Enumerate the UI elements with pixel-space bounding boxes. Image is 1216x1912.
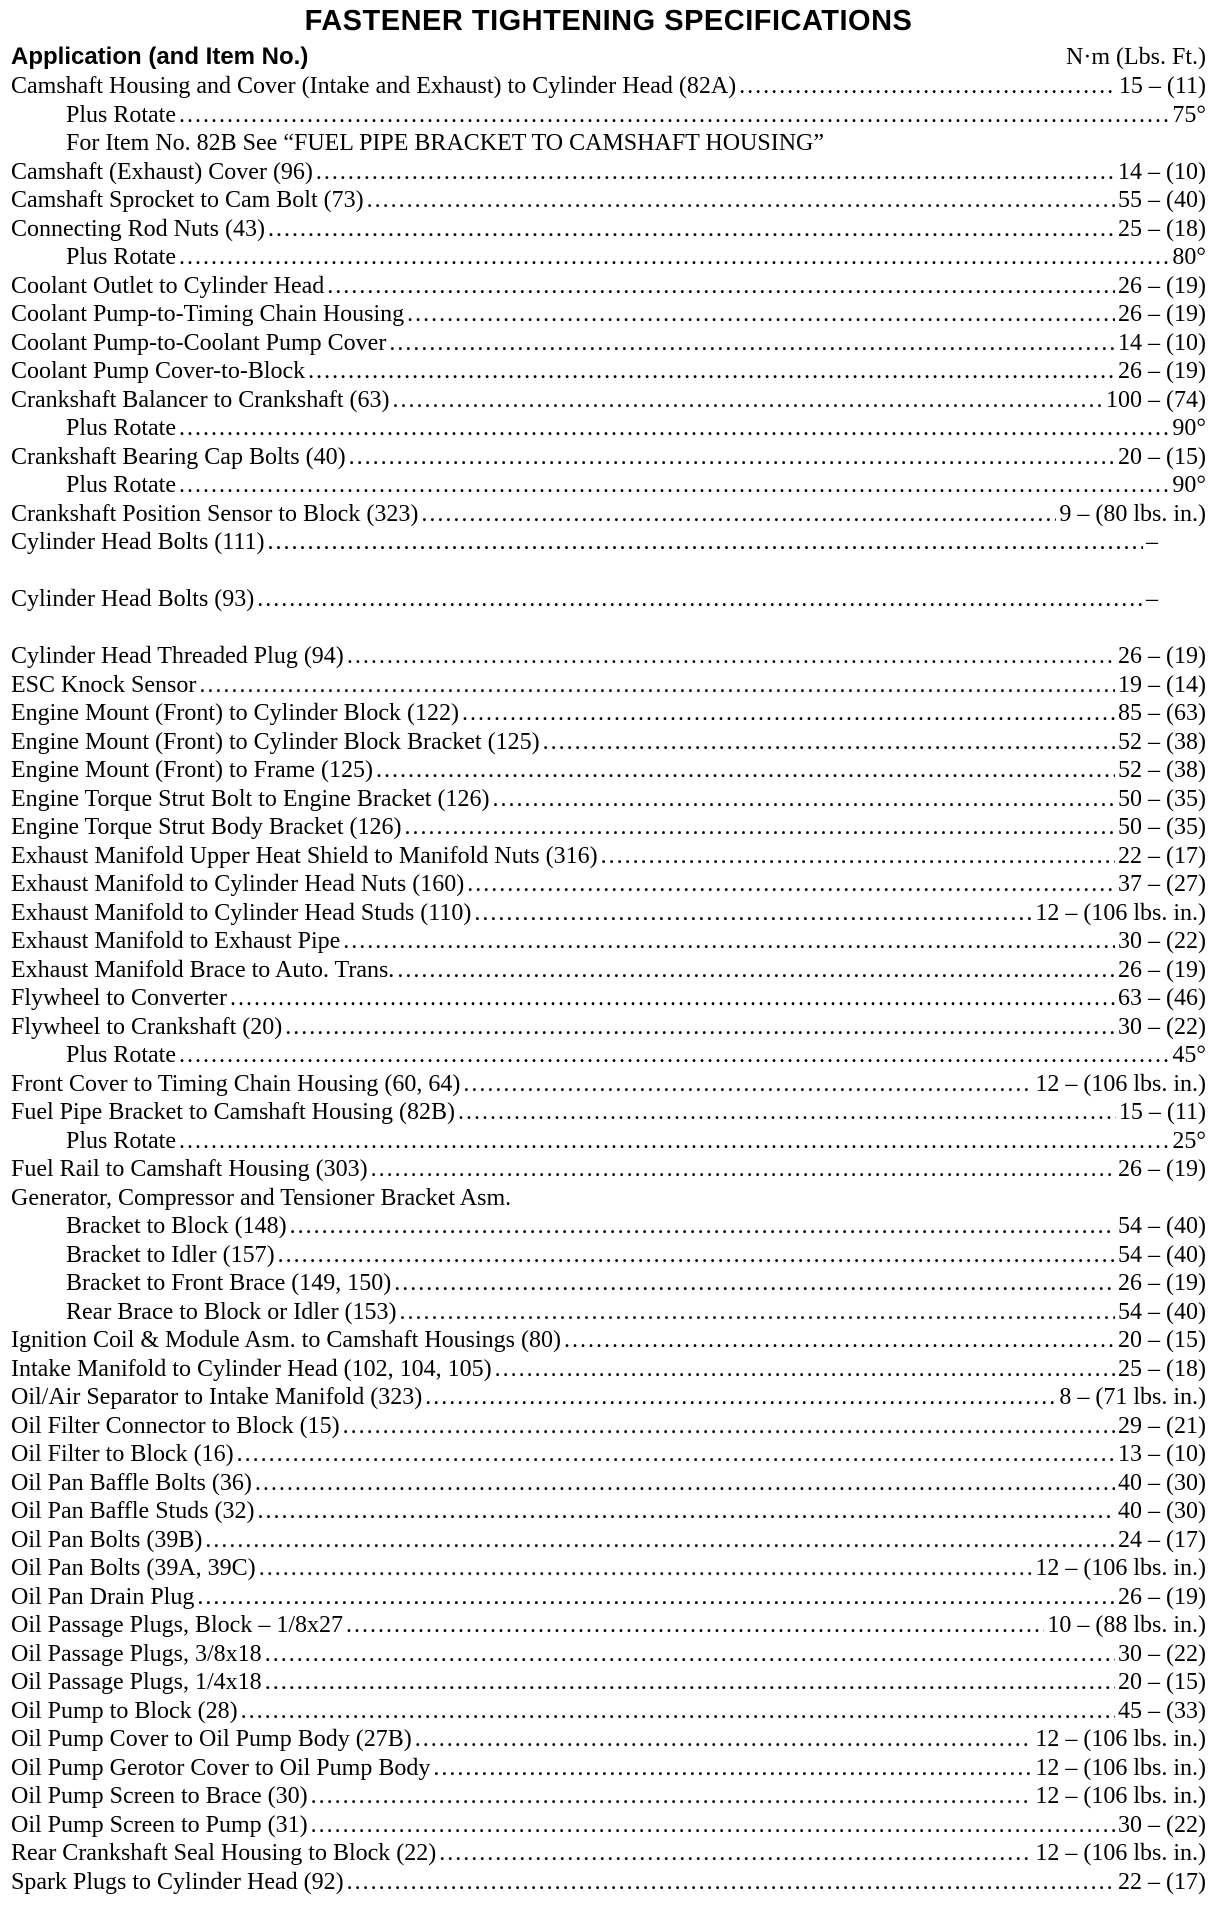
leader-dots	[327, 272, 1115, 301]
spec-value: 26 – (19)	[1118, 358, 1206, 384]
spec-label: Oil Pump Gerotor Cover to Oil Pump Body	[11, 1754, 431, 1781]
spec-value: 45 – (33)	[1118, 1697, 1206, 1724]
leader-dots	[492, 785, 1115, 814]
spec-label: Plus Rotate	[66, 415, 177, 441]
spec-row	[11, 272, 1206, 301]
leader-dots	[462, 699, 1115, 728]
application-column-header: Application (and Item No.)	[11, 43, 309, 70]
spec-label: Coolant Outlet to Cylinder Head	[11, 272, 325, 299]
spec-value: 12 – (106 lbs. in.)	[1035, 1726, 1206, 1752]
leader-dots	[255, 1469, 1115, 1498]
spec-value: 63 – (46)	[1118, 985, 1206, 1011]
spec-value: 40 – (30)	[1118, 1469, 1206, 1496]
leader-dots	[739, 72, 1116, 101]
leader-dots	[311, 1782, 1033, 1811]
spec-label: Cylinder Head Bolts (111)	[11, 529, 265, 555]
spec-label: Exhaust Manifold to Cylinder Head Studs (110)	[11, 899, 472, 926]
spec-value: 26 – (19)	[1118, 956, 1206, 983]
spec-label: Front Cover to Timing Chain Housing (60, 64)	[11, 1070, 461, 1097]
spec-value: 8 – (71 lbs. in.)	[1059, 1384, 1206, 1410]
spec-row	[11, 500, 1206, 529]
leader-dots	[237, 1440, 1115, 1469]
spec-label: Plus Rotate	[66, 1042, 177, 1068]
spec-label: Oil Passage Plugs, Block – 1/8x27	[11, 1612, 344, 1638]
spec-value: 25 – (18)	[1118, 1355, 1206, 1382]
leader-dots	[467, 870, 1115, 899]
spec-value: 30 – (22)	[1118, 928, 1206, 954]
spec-value: –	[1146, 529, 1158, 555]
spec-row	[11, 1184, 1206, 1213]
leader-dots	[285, 1013, 1115, 1042]
spec-row	[11, 1013, 1206, 1042]
spec-value: 20 – (15)	[1118, 1327, 1206, 1353]
spec-row	[11, 1440, 1206, 1469]
spec-row	[11, 1839, 1206, 1868]
leader-dots	[347, 1868, 1115, 1897]
leader-dots	[425, 1383, 1056, 1412]
spec-row	[11, 1697, 1206, 1726]
leader-dots	[371, 1155, 1115, 1184]
spec-value: 54 – (40)	[1118, 1213, 1206, 1239]
spec-label: Exhaust Manifold to Exhaust Pipe	[11, 928, 341, 954]
spec-value: 12 – (106 lbs. in.)	[1035, 1070, 1206, 1097]
spec-label: Engine Mount (Front) to Cylinder Block Bracket (125)	[11, 728, 540, 755]
spec-row	[11, 1754, 1206, 1783]
leader-dots	[268, 215, 1115, 244]
leader-dots	[258, 1497, 1115, 1526]
leader-dots	[278, 1241, 1115, 1270]
spec-row	[11, 1155, 1206, 1184]
spec-value: 85 – (63)	[1118, 700, 1206, 726]
spec-value: 26 – (19)	[1118, 1270, 1206, 1296]
leader-dots	[343, 1412, 1115, 1441]
spec-row	[11, 785, 1206, 814]
leader-dots	[433, 1754, 1032, 1783]
spec-value: 14 – (10)	[1118, 329, 1206, 356]
spec-label: Flywheel to Converter	[11, 985, 227, 1011]
spec-row	[11, 357, 1206, 386]
leader-dots	[495, 1355, 1115, 1384]
spec-list	[11, 72, 1206, 1896]
spec-value: 12 – (106 lbs. in.)	[1035, 1840, 1206, 1866]
leader-dots	[179, 1127, 1169, 1156]
spec-label: Spark Plugs to Cylinder Head (92)	[11, 1868, 344, 1895]
spec-label: Flywheel to Crankshaft (20)	[11, 1013, 283, 1040]
spec-row	[11, 329, 1206, 358]
spec-row	[11, 1412, 1206, 1441]
spec-value: 29 – (21)	[1118, 1412, 1206, 1439]
leader-dots	[346, 1611, 1044, 1640]
spec-label: Camshaft (Exhaust) Cover (96)	[11, 158, 313, 185]
spec-row	[11, 1526, 1206, 1555]
leader-dots	[257, 585, 1143, 614]
page-title: FASTENER TIGHTENING SPECIFICATIONS	[304, 5, 913, 37]
spec-value: 55 – (40)	[1118, 187, 1206, 213]
spec-value: 20 – (15)	[1118, 443, 1206, 470]
spec-row	[11, 756, 1206, 785]
leader-dots	[199, 671, 1115, 700]
spec-label: Bracket to Idler (157)	[66, 1241, 275, 1268]
leader-dots	[376, 756, 1115, 785]
spec-label: Oil Pump Cover to Oil Pump Body (27B)	[11, 1726, 412, 1752]
spec-label: Oil Pump Screen to Pump (31)	[11, 1811, 308, 1838]
spec-value: 25 – (18)	[1118, 215, 1206, 242]
spec-label: Crankshaft Balancer to Crankshaft (63)	[11, 386, 390, 413]
spec-label: Oil Pump Screen to Brace (30)	[11, 1783, 308, 1809]
spec-value: 100 – (74)	[1106, 386, 1206, 413]
spec-value: 15 – (11)	[1118, 1099, 1206, 1125]
leader-dots	[407, 300, 1115, 329]
spec-label: Camshaft Housing and Cover (Intake and Exhaust) to Cylinder Head (82A)	[11, 73, 737, 99]
spec-label: Oil Pump to Block (28)	[11, 1697, 238, 1724]
spec-value: 90°	[1172, 415, 1206, 441]
leader-dots	[349, 443, 1115, 472]
leader-dots	[265, 1640, 1115, 1669]
spec-value: 54 – (40)	[1118, 1241, 1206, 1268]
spec-label: Oil Passage Plugs, 3/8x18	[11, 1640, 262, 1667]
spec-value: 30 – (22)	[1118, 1640, 1206, 1667]
leader-dots	[421, 500, 1056, 529]
spec-row	[11, 1469, 1206, 1498]
spec-row	[11, 1640, 1206, 1669]
spec-label: Coolant Pump-to-Coolant Pump Cover	[11, 329, 387, 356]
spec-value: 50 – (35)	[1118, 814, 1206, 840]
spec-value: 25°	[1172, 1127, 1206, 1154]
spec-label: Oil Pan Baffle Bolts (36)	[11, 1469, 252, 1496]
table-header	[11, 42, 1206, 72]
spec-label: Oil/Air Separator to Intake Manifold (323)	[11, 1384, 423, 1410]
spec-row	[11, 528, 1206, 557]
spec-label: Plus Rotate	[66, 1127, 177, 1154]
spec-row	[11, 984, 1206, 1013]
spec-row	[11, 443, 1206, 472]
leader-dots	[230, 984, 1115, 1013]
spec-label: Oil Filter Connector to Block (15)	[11, 1412, 340, 1439]
units-column-header: N·m (Lbs. Ft.)	[1066, 44, 1206, 70]
leader-dots	[205, 1526, 1115, 1555]
spec-label: Oil Passage Plugs, 1/4x18	[11, 1669, 262, 1695]
spec-value: 37 – (27)	[1118, 871, 1206, 897]
leader-dots	[179, 471, 1169, 500]
spec-row	[11, 1725, 1206, 1754]
spec-row	[11, 899, 1206, 928]
spec-value: 40 – (30)	[1118, 1498, 1206, 1524]
leader-dots	[543, 728, 1115, 757]
spec-row	[11, 1298, 1206, 1327]
spec-label: Ignition Coil & Module Asm. to Camshaft Housings (80)	[11, 1327, 561, 1353]
spec-label: Fuel Rail to Camshaft Housing (303)	[11, 1156, 368, 1182]
spec-label: ESC Knock Sensor	[11, 671, 197, 698]
spec-row	[11, 1583, 1206, 1612]
spec-label: Crankshaft Position Sensor to Block (323)	[11, 500, 419, 527]
leader-dots	[389, 329, 1115, 358]
spec-page	[11, 0, 1206, 1896]
spec-row	[11, 1383, 1206, 1412]
spec-label: Connecting Rod Nuts (43)	[11, 215, 265, 242]
spec-label: Camshaft Sprocket to Cam Bolt (73)	[11, 187, 364, 213]
spec-row	[11, 728, 1206, 757]
leader-dots	[397, 956, 1115, 985]
spec-label: Oil Pan Bolts (39A, 39C)	[11, 1555, 256, 1581]
spec-value: 26 – (19)	[1118, 272, 1206, 299]
spec-row	[11, 386, 1206, 415]
spec-label: Oil Filter to Block (16)	[11, 1441, 234, 1467]
spec-label: Coolant Pump-to-Timing Chain Housing	[11, 301, 405, 327]
spec-value: 20 – (15)	[1118, 1669, 1206, 1695]
leader-dots	[343, 927, 1115, 956]
spec-value: 15 – (11)	[1118, 73, 1206, 99]
spec-value: 12 – (106 lbs. in.)	[1035, 1555, 1206, 1581]
spec-value: 26 – (19)	[1118, 643, 1206, 669]
spec-row	[11, 1041, 1206, 1070]
leader-dots	[601, 842, 1115, 871]
spec-label: Exhaust Manifold Brace to Auto. Trans.	[11, 956, 395, 983]
leader-dots	[179, 101, 1169, 130]
spec-label: Generator, Compressor and Tensioner Bracket Asm.	[11, 1184, 512, 1211]
spec-label: Plus Rotate	[66, 244, 177, 270]
leader-dots	[458, 1098, 1116, 1127]
spec-label: Crankshaft Bearing Cap Bolts (40)	[11, 443, 346, 470]
spec-label: Engine Torque Strut Body Bracket (126)	[11, 814, 402, 840]
spec-value: –	[1146, 586, 1158, 612]
leader-dots	[241, 1697, 1115, 1726]
spec-row	[11, 1326, 1206, 1355]
spec-value: 26 – (19)	[1118, 1156, 1206, 1182]
spec-row	[11, 101, 1206, 130]
leader-dots	[259, 1554, 1033, 1583]
spec-label: Exhaust Manifold Upper Heat Shield to Manifold Nuts (316)	[11, 842, 598, 869]
spec-row	[11, 186, 1206, 215]
spec-row	[11, 842, 1206, 871]
spec-row	[11, 414, 1206, 443]
spec-row	[11, 1127, 1206, 1156]
spec-row	[11, 1497, 1206, 1526]
spec-label: Exhaust Manifold to Cylinder Head Nuts (160)	[11, 871, 465, 897]
spec-label: For Item No. 82B See “FUEL PIPE BRACKET TO CAMSHAFT HOUSING”	[66, 130, 825, 156]
leader-dots	[308, 357, 1115, 386]
spec-value: 24 – (17)	[1118, 1526, 1206, 1553]
spec-value: 90°	[1172, 472, 1206, 498]
leader-dots	[265, 1668, 1115, 1697]
leader-dots	[367, 186, 1115, 215]
spec-row	[11, 1098, 1206, 1127]
leader-dots	[179, 243, 1169, 272]
spec-row	[11, 1782, 1206, 1811]
spec-label: Cylinder Head Threaded Plug (94)	[11, 643, 344, 669]
spec-value: 12 – (106 lbs. in.)	[1035, 899, 1206, 926]
spec-value: 30 – (22)	[1118, 1811, 1206, 1838]
spec-label: Engine Mount (Front) to Frame (125)	[11, 757, 373, 783]
spec-value: 52 – (38)	[1118, 757, 1206, 783]
spec-value: 12 – (106 lbs. in.)	[1035, 1754, 1206, 1781]
spec-label: Engine Mount (Front) to Cylinder Block (122)	[11, 700, 459, 726]
leader-dots	[463, 1070, 1032, 1099]
spec-label: Bracket to Block (148)	[66, 1213, 287, 1239]
spec-label: Plus Rotate	[66, 101, 177, 128]
spec-row	[11, 129, 1206, 158]
leader-dots	[439, 1839, 1032, 1868]
spec-label: Coolant Pump Cover-to-Block	[11, 358, 306, 384]
spec-row	[11, 243, 1206, 272]
leader-dots	[197, 1583, 1115, 1612]
spec-row	[11, 642, 1206, 671]
spec-row	[11, 813, 1206, 842]
spec-value: 10 – (88 lbs. in.)	[1047, 1612, 1206, 1638]
spec-row	[11, 1355, 1206, 1384]
leader-dots	[474, 899, 1032, 928]
spec-row	[11, 956, 1206, 985]
leader-dots	[404, 813, 1115, 842]
leader-dots	[393, 386, 1103, 415]
leader-dots	[179, 414, 1169, 443]
spec-value: 9 – (80 lbs. in.)	[1059, 500, 1206, 527]
spec-value: 75°	[1172, 101, 1206, 128]
spec-value: 22 – (17)	[1118, 842, 1206, 869]
spec-label: Rear Crankshaft Seal Housing to Block (22)	[11, 1840, 437, 1866]
leader-dots	[347, 642, 1115, 671]
spec-label: Bracket to Front Brace (149, 150)	[66, 1270, 392, 1296]
spec-row	[11, 1554, 1206, 1583]
leader-dots	[415, 1725, 1033, 1754]
spec-label: Oil Pan Bolts (39B)	[11, 1526, 203, 1553]
spec-row	[11, 300, 1206, 329]
spec-label: Plus Rotate	[66, 472, 177, 498]
leader-dots	[311, 1811, 1115, 1840]
spec-row	[11, 1811, 1206, 1840]
spec-value: 80°	[1172, 244, 1206, 270]
spec-value: 26 – (19)	[1118, 301, 1206, 327]
spec-row	[11, 870, 1206, 899]
spec-row	[11, 927, 1206, 956]
spec-label: Engine Torque Strut Bolt to Engine Bracket (126)	[11, 785, 490, 812]
spec-label: Cylinder Head Bolts (93)	[11, 586, 255, 612]
spec-value: 50 – (35)	[1118, 785, 1206, 812]
spec-value: 52 – (38)	[1118, 728, 1206, 755]
spec-row	[11, 471, 1206, 500]
spec-row	[11, 1668, 1206, 1697]
spec-row	[11, 1868, 1206, 1897]
leader-dots	[564, 1326, 1115, 1355]
spec-row	[11, 699, 1206, 728]
spec-row	[11, 1269, 1206, 1298]
spec-value: 22 – (17)	[1118, 1868, 1206, 1895]
spec-row	[11, 1212, 1206, 1241]
spec-value: 26 – (19)	[1118, 1583, 1206, 1610]
spec-value: 14 – (10)	[1118, 158, 1206, 185]
spec-label: Intake Manifold to Cylinder Head (102, 104, 105)	[11, 1355, 492, 1382]
spec-value: 54 – (40)	[1118, 1298, 1206, 1325]
spec-row	[11, 215, 1206, 244]
spec-value: 30 – (22)	[1118, 1013, 1206, 1040]
spec-row	[11, 72, 1206, 101]
spec-label: Fuel Pipe Bracket to Camshaft Housing (82B)	[11, 1099, 455, 1125]
leader-dots	[268, 528, 1143, 557]
spec-value: 12 – (106 lbs. in.)	[1035, 1783, 1206, 1809]
leader-dots	[400, 1298, 1115, 1327]
spec-row	[11, 158, 1206, 187]
spec-value: 13 – (10)	[1118, 1441, 1206, 1467]
spec-label: Oil Pan Drain Plug	[11, 1583, 195, 1610]
spec-value: 45°	[1172, 1042, 1206, 1068]
spec-label: Rear Brace to Block or Idler (153)	[66, 1298, 397, 1325]
spec-label: Oil Pan Baffle Studs (32)	[11, 1498, 255, 1524]
leader-dots	[290, 1212, 1115, 1241]
leader-dots	[179, 1041, 1169, 1070]
leader-dots	[394, 1269, 1115, 1298]
spec-value: 19 – (14)	[1118, 671, 1206, 698]
spec-row	[11, 1241, 1206, 1270]
leader-dots	[316, 158, 1115, 187]
spec-row	[11, 1070, 1206, 1099]
spec-row	[11, 1611, 1206, 1640]
spec-row	[11, 585, 1206, 614]
spec-row	[11, 671, 1206, 700]
